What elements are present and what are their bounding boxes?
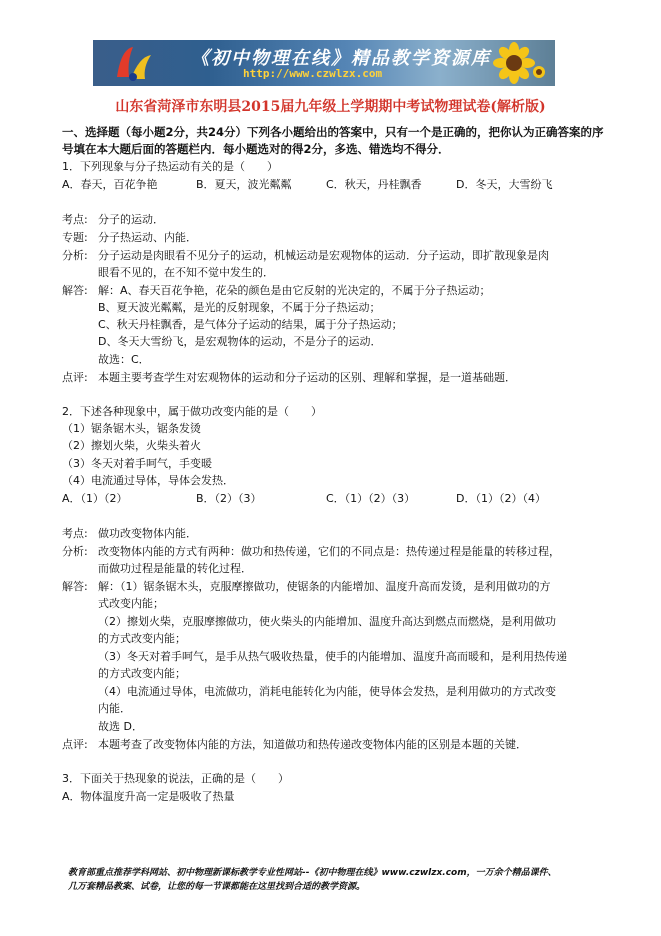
footer-line2: 几万套精品教案、试卷，让您的每一节课都能在这里找到合适的教学资源。	[68, 882, 366, 892]
site-logo-icon	[111, 43, 155, 83]
q1-option-c: C．秋天，丹桂飘香	[326, 178, 422, 191]
section-heading: 一、选择题（每小题2分，共24分）下列各小题给出的答案中，只有一个是正确的，把你认为正确答案的序号填在本大题后面的答题栏内．每小题选对的得2分，多选、错选均不得分．	[62, 125, 604, 156]
q1-dianping: 本题主要考查学生对宏观物体的运动和分子运动的区别、理解和掌握，是一道基础题．	[98, 371, 516, 384]
q2-item-4: （4）电流通过导体，导体会发热．	[62, 474, 234, 487]
q1-stem: 1．下列现象与分子热运动有关的是（ ）	[62, 160, 278, 173]
q1-fenxi-line1: 分子运动是肉眼看不见分子的运动，机械运动是宏观物体的运动．分子运动，即扩散现象是肉	[98, 249, 549, 262]
q2-jieda-line6: 的方式改变内能；	[98, 667, 186, 680]
q2-dianping: 本题考查了改变物体内能的方法，知道做功和热传递改变物体内能的区别是本题的关键．	[98, 738, 527, 751]
q1-jieda-line2: B、夏天波光粼粼，是光的反射现象，不属于分子热运动；	[98, 301, 381, 314]
q1-jieda-line5: 故选：C．	[98, 353, 150, 366]
q1-jieda-line1: 解：A、春天百花争艳，花朵的颜色是由它反射的光决定的，不属于分子热运动；	[98, 284, 491, 297]
q2-item-3: （3）冬天对着手呵气，手变暖	[62, 457, 212, 470]
sunflower-icon	[481, 42, 547, 84]
q2-kaodian: 做功改变物体内能．	[98, 527, 197, 540]
q2-jieda-line2: 式改变内能；	[98, 597, 164, 610]
q2-jieda-line3: （2）擦划火柴，克服摩擦做功，使火柴头的内能增加、温度升高达到燃点而燃烧，是利用做功	[98, 615, 556, 628]
q1-zhuanti: 分子热运动、内能．	[98, 231, 197, 244]
q1-jieda-line4: D、冬天大雪纷飞，是宏观物体的运动，不是分子的运动．	[98, 335, 382, 348]
q1-jieda-label: 解答:	[62, 284, 88, 297]
q1-jieda-line3: C、秋天丹桂飘香，是气体分子运动的结果，属于分子热运动；	[98, 318, 403, 331]
q1-kaodian: 分子的运动．	[98, 213, 164, 226]
q1-option-d: D．冬天，大雪纷飞	[456, 178, 553, 191]
q2-fenxi-line2: 而做功过程是能量的转化过程．	[98, 562, 252, 575]
page-footer	[68, 866, 608, 894]
q3-stem: 3．下面关于热现象的说法，正确的是（ ）	[62, 772, 289, 785]
banner-title: 《初中物理在线》精品教学资源库	[191, 48, 491, 69]
q1-option-b: B．夏天，波光粼粼	[196, 178, 292, 191]
q2-jieda-line4: 的方式改变内能；	[98, 632, 186, 645]
banner-url[interactable]: http://www.czwlzx.com	[243, 67, 383, 80]
q2-jieda-line9: 故选 D．	[98, 720, 143, 733]
q2-item-1: （1）锯条锯木头，锯条发烫	[62, 422, 201, 435]
q2-jieda-line8: 内能．	[98, 702, 131, 715]
q2-dianping-label: 点评:	[62, 738, 88, 751]
q2-stem: 2．下述各种现象中，属于做功改变内能的是（ ）	[62, 405, 322, 418]
q2-jieda-line1: 解：（1）锯条锯木头，克服摩擦做功，使锯条的内能增加、温度升高而发烫，是利用做功的方	[98, 580, 551, 593]
q2-fenxi-label: 分析:	[62, 545, 88, 558]
q2-option-b: B．（2）（3）	[196, 492, 262, 505]
q1-fenxi-label: 分析:	[62, 249, 88, 262]
q2-option-c: C．（1）（2）（3）	[326, 492, 416, 505]
q2-item-2: （2）擦划火柴，火柴头着火	[62, 439, 201, 452]
q2-option-d: D．（1）（2）（4）	[456, 492, 546, 505]
q1-option-a: A．春天，百花争艳	[62, 178, 158, 191]
footer-line1: 教育部重点推荐学科网站、初中物理新课标教学专业性网站--《初中物理在线》www.czwlzx.com，一万余个精品课件、	[68, 868, 557, 878]
q2-jieda-line5: （3）冬天对着手呵气，是手从热气吸收热量，使手的内能增加、温度升高而暖和，是利用热传递	[98, 650, 567, 663]
site-banner	[93, 40, 555, 86]
q1-zhuanti-label: 专题:	[62, 231, 88, 244]
q3-option-a: A．物体温度升高一定是吸收了热量	[62, 790, 235, 803]
q1-fenxi-line2: 眼看不见的，在不知不觉中发生的．	[98, 266, 274, 279]
q2-kaodian-label: 考点:	[62, 527, 88, 540]
q2-fenxi-line1: 改变物体内能的方式有两种：做功和热传递，它们的不同点是：热传递过程是能量的转移过程，	[98, 545, 560, 558]
q1-kaodian-label: 考点:	[62, 213, 88, 226]
document-title: 山东省菏泽市东明县2015届九年级上学期期中考试物理试卷(解析版)	[115, 99, 546, 115]
q2-jieda-line7: （4）电流通过导体，电流做功，消耗电能转化为内能，使导体会发热，是利用做功的方式改变	[98, 685, 556, 698]
q1-dianping-label: 点评:	[62, 371, 88, 384]
q2-jieda-label: 解答:	[62, 580, 88, 593]
q2-option-a: A．（1）（2）	[62, 492, 128, 505]
